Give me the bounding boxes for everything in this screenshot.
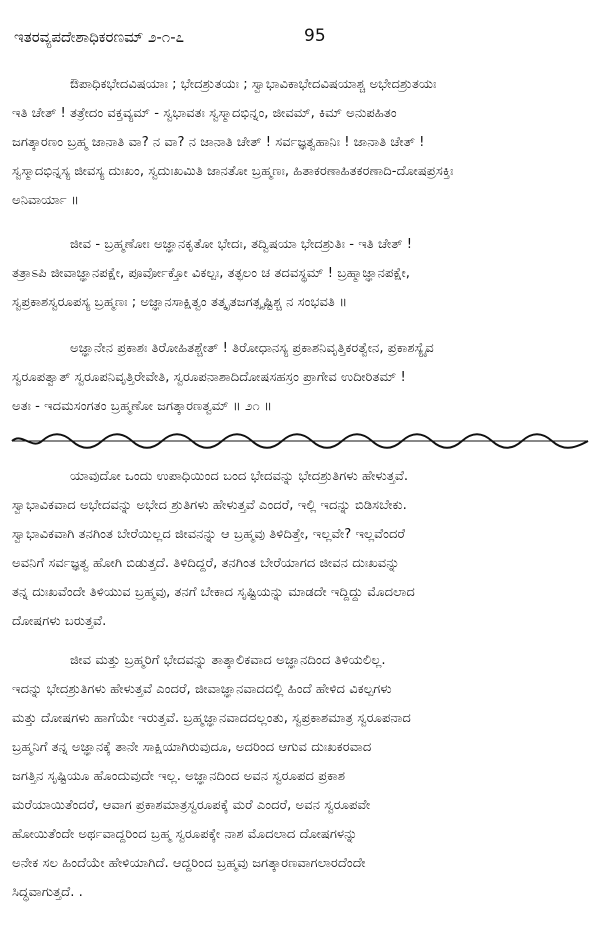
text-line: ಸಿದ್ಧವಾಗುತ್ತದೆ. . xyxy=(12,885,83,900)
text-line: ಅನಿವಾರ್ಯಾ ॥ xyxy=(12,193,79,208)
sanskrit-paragraph-3 xyxy=(12,334,588,421)
sanskrit-paragraph-2 xyxy=(12,230,588,317)
text-line: ಯಾವುದೋ ಒಂದು ಉಪಾಧಿಯಿಂದ ಬಂದ ಭೇದವನ್ನು ಭೇದಶ್ರುತಿಗಳು ಹೇಳುತ್ತವೆ. xyxy=(70,469,409,484)
text-line: ದೋಷಗಳು ಬರುತ್ತವೆ. xyxy=(12,614,107,629)
text-line: ಜೀವ - ಬ್ರಹ್ಮಣೋಃ ಅಜ್ಞಾನಕೃತೋ ಭೇದಃ, ತದ್ವಿಷಯಾ ಭೇದಶ್ರುತಿಃ - ಇತಿ ಚೇತ್ ! xyxy=(70,237,413,252)
text-line: ಅಜ್ಞಾನೇನ ಪ್ರಕಾಶಃ ತಿರೋಹಿತಶ್ಚೇತ್ ! ತಿರೋಧಾನಸ್ಯ ಪ್ರಕಾಶನಿವೃತ್ತಿಕರತ್ವೇನ, ಪ್ರಕಾಶಸ್ಯೈವ xyxy=(70,341,434,356)
text-line: ಸ್ವಪ್ರಕಾಶಸ್ವರೂಪಸ್ಯ ಬ್ರಹ್ಮಣಃ ; ಅಜ್ಞಾನಸಾಕ್ಷಿತ್ವಂ ತತ್ಕೃತಜಗತ್ಸೃಷ್ಟಿಶ್ಚ ನ ಸಂಭವತಿ ॥ xyxy=(12,295,348,310)
text-line: ಸ್ವಸ್ಮಾದಭಿನ್ನಸ್ಯ ಜೀವಸ್ಯ ದುಃಖಂ, ಸ್ವದುಃಖಮಿತಿ ಜಾನತೋ ಬ್ರಹ್ಮಣಃ, ಹಿತಾಕರಣಾಹಿತಕರಣಾದಿ-ದೋಷಪ್ರಸಕ್ತಿಃ xyxy=(12,164,454,179)
text-line: ಅವನಿಗೆ ಸರ್ವಜ್ಞತ್ವ ಹೋಗಿ ಬಿಡುತ್ತದೆ. ತಿಳಿದಿದ್ದರೆ, ತನಗಿಂತ ಬೇರೆಯಾಗದ ಜೀವನ ದುಃಖವನ್ನು xyxy=(12,556,400,571)
sanskrit-paragraph-1 xyxy=(12,70,588,215)
text-line: ಅತಃ - ಇದಮಸಂಗತಂ ಬ್ರಹ್ಮಣೋ ಜಗತ್ಕಾರಣತ್ವಮ್ ॥ ೨೧ ॥ xyxy=(12,399,273,414)
text-line: ಅನೇಕ ಸಲ ಹಿಂದೆಯೇ ಹೇಳಿಯಾಗಿದೆ. ಆದ್ದರಿಂದ ಬ್ರಹ್ಮವು ಜಗತ್ಕಾರಣವಾಗಲಾರದೆಂದೇ xyxy=(12,856,366,871)
text-line: ಮತ್ತು ದೋಷಗಳು ಹಾಗೆಯೇ ಇರುತ್ತವೆ. ಬ್ರಹ್ಮಜ್ಞಾನವಾದದಲ್ಲಂತು, ಸ್ವಪ್ರಕಾಶಮಾತ್ರ ಸ್ವರೂಪನಾದ xyxy=(12,711,411,726)
text-line: ಸ್ವಾಭಾವಿಕವಾಗಿ ತನಗಿಂತ ಬೇರೆಯಿಲ್ಲದ ಜೀವನನ್ನು ಆ ಬ್ರಹ್ಮವು ತಿಳಿದಿತ್ತೇ, ಇಲ್ಲವೇ? ಇಲ್ಲವೆಂದರೆ xyxy=(12,527,405,542)
text-line: ಮರೆಯಾಯಿತೆಂದರೆ, ಆವಾಗ ಪ್ರಕಾಶಮಾತ್ರಸ್ವರೂಪಕ್ಕೆ ಮರೆ ಎಂದರೆ, ಅವನ ಸ್ವರೂಪವೇ xyxy=(12,798,371,813)
text-line: ಜಗತ್ಕಾರಣಂ ಬ್ರಹ್ಮ ಜಾನಾತಿ ವಾ? ನ ವಾ? ನ ಜಾನಾತಿ ಚೇತ್ ! ಸರ್ವಜ್ಞತ್ವಹಾನಿಃ ! ಜಾನಾತಿ ಚೇತ್ ! xyxy=(12,135,425,150)
text-line: ಇತಿ ಚೇತ್ ! ತತ್ರೇದಂ ವಕ್ತವ್ಯಮ್ - ಸ್ವಭಾವತಃ ಸ್ವಸ್ಮಾದಭಿನ್ನಂ, ಜೀವಮ್, ಕಿಮ್ ಅನುಪಹಿತಂ xyxy=(12,106,397,121)
kannada-paragraph-1 xyxy=(12,462,588,636)
kannada-paragraph-2 xyxy=(12,646,588,907)
text-line: ಇದನ್ನು ಭೇದಶ್ರುತಿಗಳು ಹೇಳುತ್ತವೆ ಎಂದರೆ, ಜೀವಾಜ್ಞಾನವಾದದಲ್ಲಿ ಹಿಂದೆ ಹೇಳಿದ ವಿಕಲ್ಪಗಳು xyxy=(12,682,392,697)
text-line: ತನ್ನ ದುಃಖವೆಂದೇ ತಿಳಿಯುವ ಬ್ರಹ್ಮವು, ತನಗೆ ಬೇಕಾದ ಸೃಷ್ಟಿಯನ್ನು ಮಾಡದೇ ಇದ್ದಿದ್ದು ಮೊದಲಾದ xyxy=(12,585,415,600)
text-line: ಹೋಯಿತೆಂದೇ ಅರ್ಥವಾದ್ದರಿಂದ ಬ್ರಹ್ಮ ಸ್ವರೂಪಕ್ಕೇ ನಾಶ ಮೊದಲಾದ ದೋಷಗಳನ್ನು xyxy=(12,827,358,842)
text-line: ಜೀವ ಮತ್ತು ಬ್ರಹ್ಮರಿಗೆ ಭೇದವನ್ನು ತಾತ್ಕಾಲಿಕವಾದ ಅಜ್ಞಾನದಿಂದ ತಿಳಿಯಲಿಲ್ಲ. xyxy=(70,653,386,668)
ornamental-divider xyxy=(8,430,592,452)
page-header xyxy=(14,26,586,54)
text-line: ತತ್ರಾಽಪಿ ಜೀವಾಜ್ಞಾನಪಕ್ಷೇ, ಪೂರ್ವೋಕ್ತೋ ವಿಕಲ್ಪಃ, ತತ್ಫಲಂ ಚ ತದವಸ್ಥಮ್ ! ಬ್ರಹ್ಮಾಜ್ಞಾನಪಕ್ಷೇ, xyxy=(12,266,410,281)
running-title: ಇತರವ್ಯಪದೇಶಾಧಿಕರಣಮ್ ೨-೧-೭ xyxy=(14,28,185,46)
text-line: ಬ್ರಹ್ಮನಿಗೆ ತನ್ನ ಅಜ್ಞಾನಕ್ಕೆ ತಾನೇ ಸಾಕ್ಷಿಯಾಗಿರುವುದೂ, ಅದರಿಂದ ಆಗುವ ದುಃಖಕರವಾದ xyxy=(12,740,372,755)
text-line: ಸ್ವರೂಪತ್ವಾತ್ ಸ್ವರೂಪನಿವೃತ್ತಿರೇವೇತಿ, ಸ್ವರೂಪನಾಶಾದಿದೋಷಸಹಸ್ರಂ ಪ್ರಾಗೇವ ಉದೀರಿತಮ್ ! xyxy=(12,370,406,385)
text-line: ಔಪಾಧಿಕಭೇದವಿಷಯಾಃ ; ಭೇದಶ್ರುತಯಃ ; ಸ್ವಾಭಾವಿಕಾಭೇದವಿಷಯಾಶ್ಚ ಅಭೇದಶ್ರುತಯಃ xyxy=(70,77,437,92)
page-number: 95 xyxy=(304,26,326,46)
text-line: ಸ್ವಾಭಾವಿಕವಾದ ಅಭೇದವನ್ನು ಅಭೇದ ಶ್ರುತಿಗಳು ಹೇಳುತ್ತವೆ ಎಂದರೆ, ಇಲ್ಲಿ ಇದನ್ನು ಬಿಡಿಸಬೇಕು. xyxy=(12,498,407,513)
text-line: ಜಗತ್ತಿನ ಸೃಷ್ಟಿಯೂ ಹೊಂದುವುದೇ ಇಲ್ಲ. ಅಜ್ಞಾನದಿಂದ ಅವನ ಸ್ವರೂಪದ ಪ್ರಕಾಶ xyxy=(12,769,346,784)
